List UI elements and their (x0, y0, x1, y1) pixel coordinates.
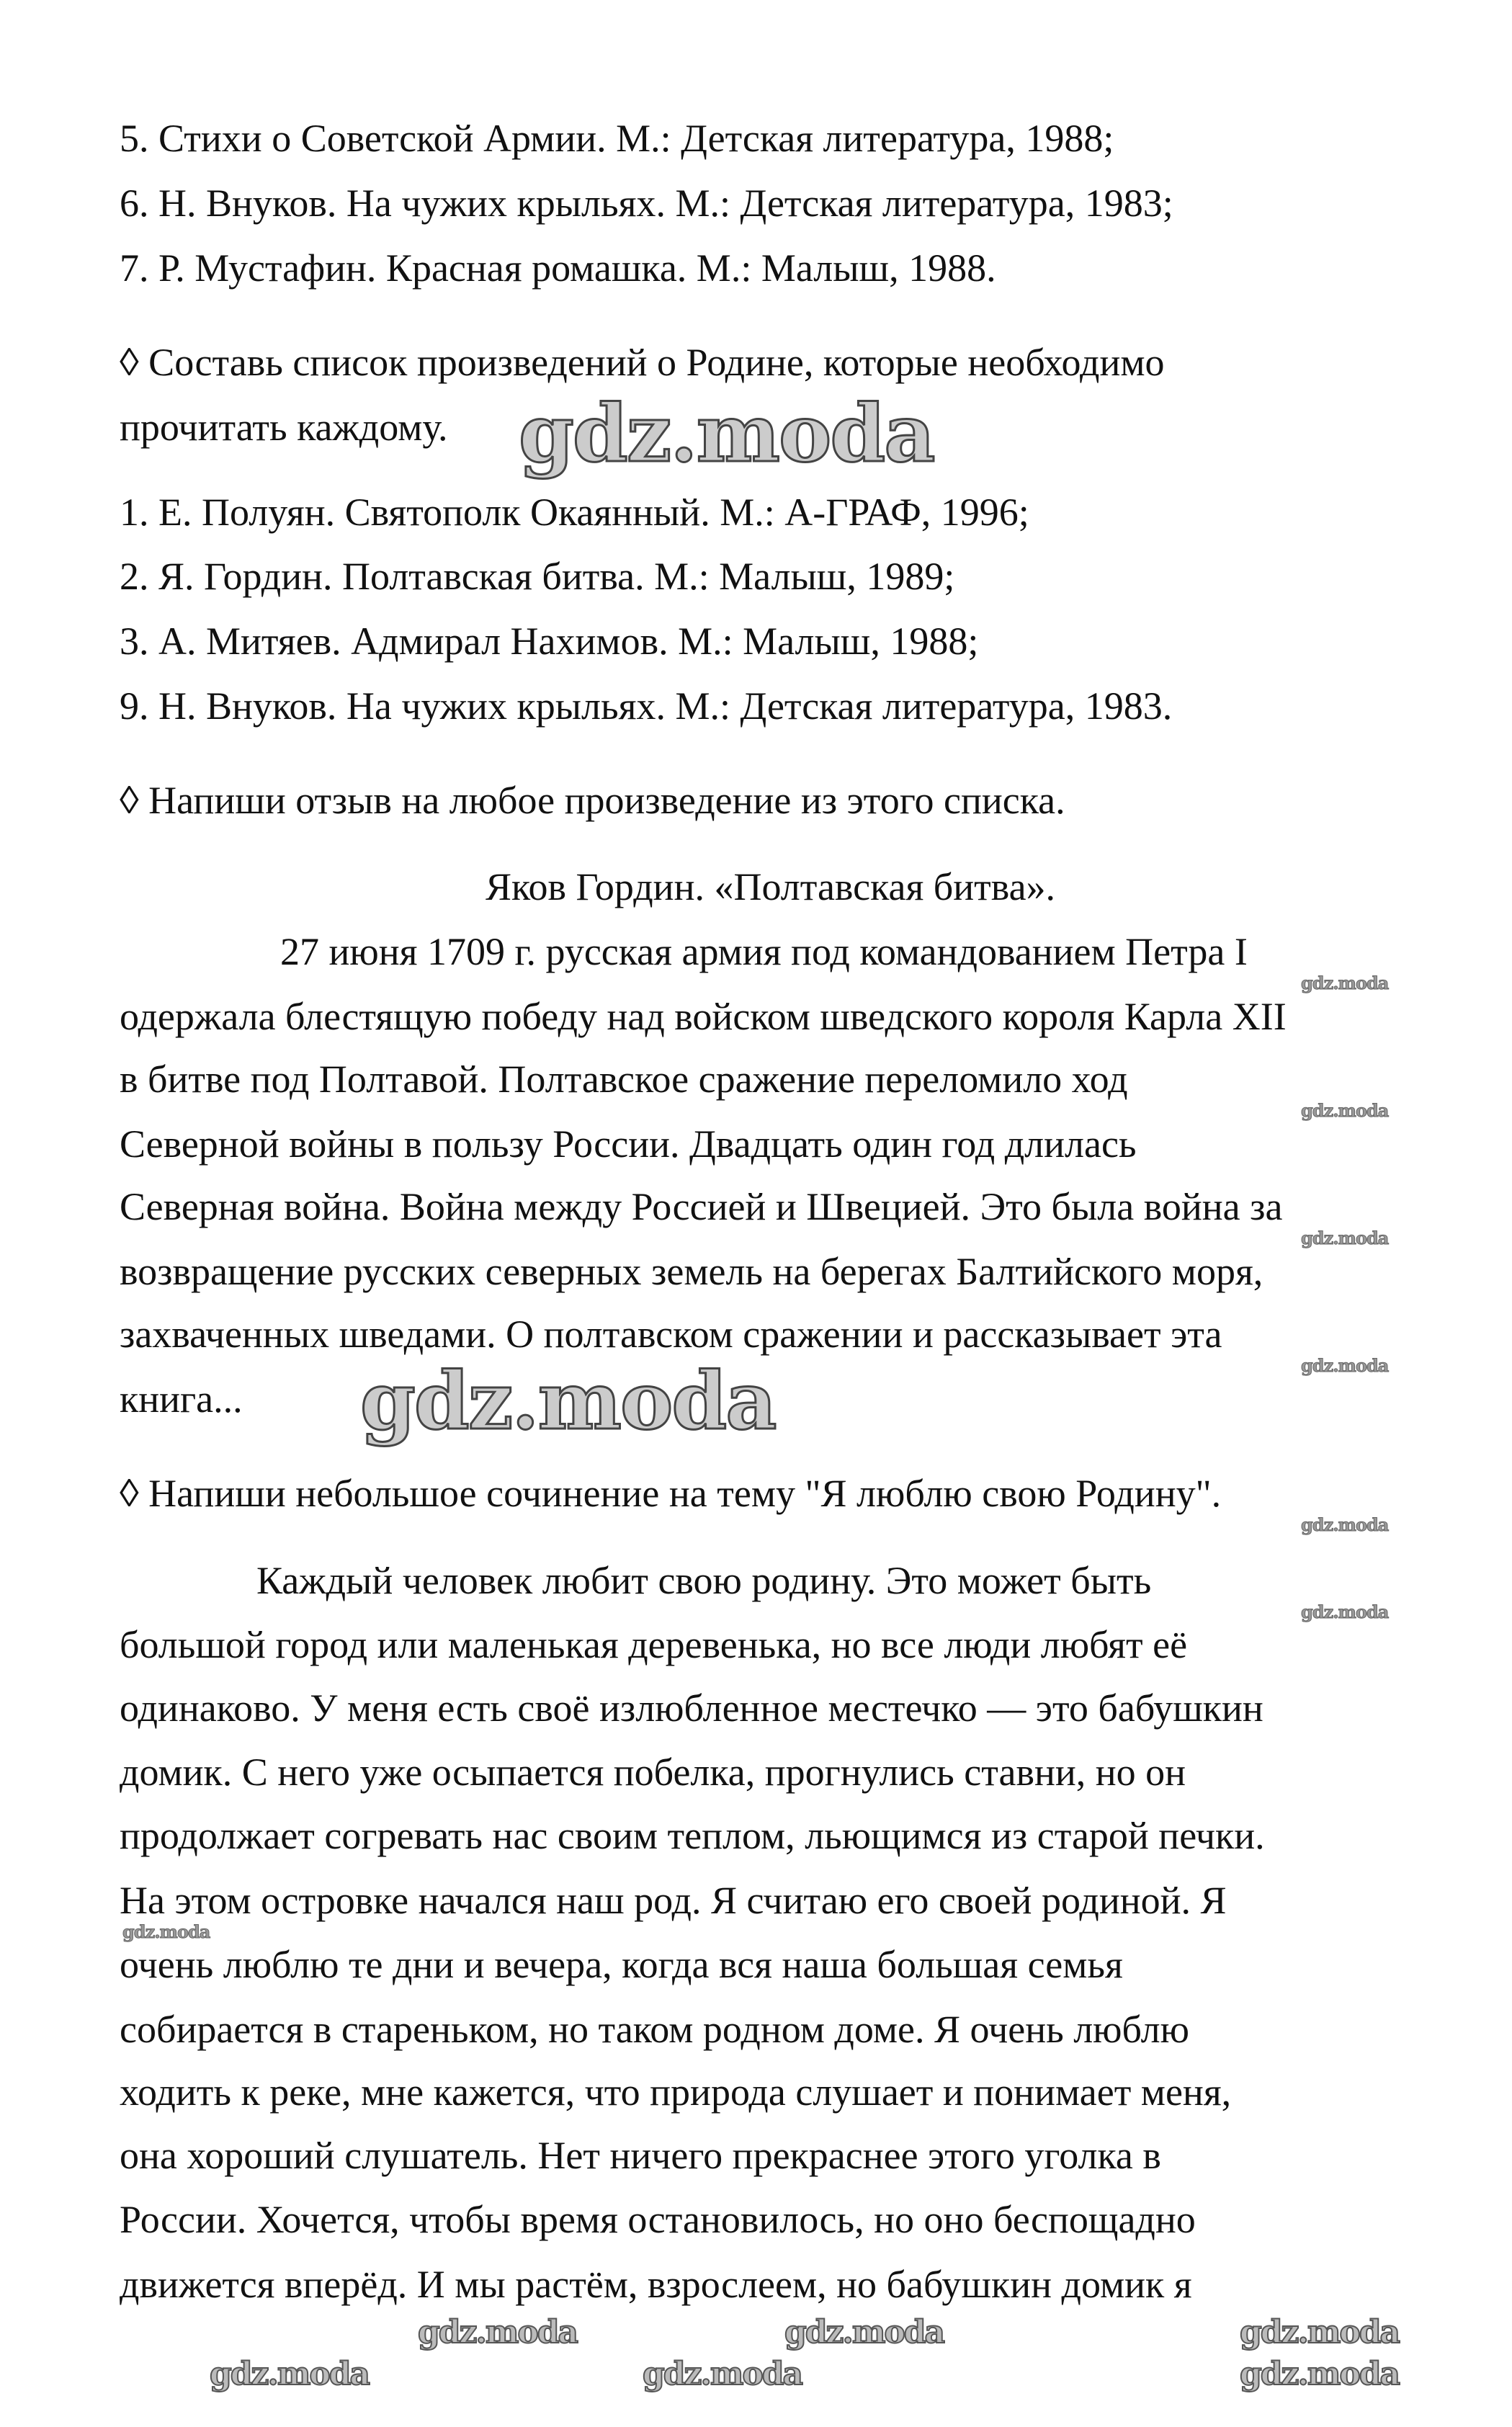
watermark-logo: gdz.moda (1301, 973, 1389, 993)
text-line: России. Хочется, чтобы время остановилось, но оно беспощадно (120, 2198, 1196, 2241)
text-line: Яков Гордин. «Полтавская битва». (485, 865, 1056, 908)
watermark-logo: gdz.moda (1301, 1228, 1389, 1248)
text-line: Каждый человек любит свою родину. Это может быть (256, 1559, 1152, 1602)
task-prompt: ◊ Составь список произведений о Родине, которые необходимо (120, 341, 1165, 384)
text-line: в битве под Полтавой. Полтавское сражение переломило ход (120, 1058, 1128, 1101)
text-line: собирается в стареньком, но таком родном доме. Я очень люблю (120, 2008, 1189, 2051)
watermark-logo: gdz.moda (1301, 1100, 1389, 1121)
text-line: 5. Стихи о Советской Армии. М.: Детская литература, 1988; (120, 117, 1114, 160)
text-line: ходить к реке, мне кажется, что природа слушает и понимает меня, (120, 2070, 1232, 2114)
text-line: захваченных шведами. О полтавском сражении и рассказывает эта (120, 1313, 1222, 1356)
watermark-logo: gdz.moda (1240, 2314, 1400, 2351)
watermark-logo: gdz.moda (1301, 1355, 1389, 1376)
text-line: движется вперёд. И мы растём, взрослеем, но бабушкин домик я (120, 2263, 1192, 2306)
watermark-logo: gdz.moda (643, 2356, 802, 2392)
text-line: прочитать каждому. (120, 406, 448, 449)
task-prompt: ◊ Напиши отзыв на любое произведение из этого списка. (120, 779, 1065, 822)
watermark-logo: gdz.moda (122, 1921, 210, 1942)
watermark-logo: gdz.moda (360, 1354, 776, 1447)
watermark-logo: gdz.moda (1301, 1601, 1389, 1622)
text-line: 27 июня 1709 г. русская армия под командованием Петра I (280, 930, 1248, 973)
text-line: большой город или маленькая деревенька, но все люди любят её (120, 1623, 1188, 1666)
text-line: она хороший слушатель. Нет ничего прекраснее этого уголка в (120, 2134, 1161, 2177)
watermark-logo: gdz.moda (784, 2314, 944, 2351)
text-line: 2. Я. Гордин. Полтавская битва. М.: Малыш, 1989; (120, 555, 955, 598)
text-line: одержала блестящую победу над войском шведского короля Карла XII (120, 995, 1287, 1038)
text-line: продолжает согревать нас своим теплом, льющимся из старой печки. (120, 1814, 1265, 1857)
text-line: книга... (120, 1377, 243, 1421)
text-line: 1. Е. Полуян. Святополк Окаянный. М.: А-ГРАФ, 1996; (120, 491, 1029, 534)
text-line: 7. Р. Мустафин. Красная ромашка. М.: Малыш, 1988. (120, 246, 996, 290)
watermark-logo: gdz.moda (519, 387, 934, 480)
text-line: 6. Н. Внуков. На чужих крыльях. М.: Детская литература, 1983; (120, 182, 1173, 225)
watermark-logo: gdz.moda (1240, 2356, 1400, 2392)
text-line: Северной войны в пользу России. Двадцать один год длилась (120, 1122, 1137, 1166)
text-line: Северная война. Война между Россией и Швецией. Это была война за (120, 1185, 1283, 1228)
watermark-logo: gdz.moda (418, 2314, 578, 2351)
text-line: одинаково. У меня есть своё излюбленное местечко — это бабушкин (120, 1686, 1263, 1730)
text-line: домик. С него уже осыпается побелка, прогнулись ставни, но он (120, 1751, 1186, 1794)
text-line: 9. Н. Внуков. На чужих крыльях. М.: Детская литература, 1983. (120, 684, 1173, 728)
watermark-logo: gdz.moda (210, 2356, 370, 2392)
text-line: 3. А. Митяев. Адмирал Нахимов. М.: Малыш, 1988; (120, 620, 979, 663)
watermark-logo: gdz.moda (1301, 1514, 1389, 1535)
text-line: На этом островке начался наш род. Я считаю его своей родиной. Я (120, 1879, 1227, 1922)
task-prompt: ◊ Напиши небольшое сочинение на тему "Я люблю свою Родину". (120, 1472, 1222, 1515)
text-line: очень люблю те дни и вечера, когда вся наша большая семья (120, 1943, 1123, 1986)
text-line: возвращение русских северных земель на берегах Балтийского моря, (120, 1250, 1263, 1293)
